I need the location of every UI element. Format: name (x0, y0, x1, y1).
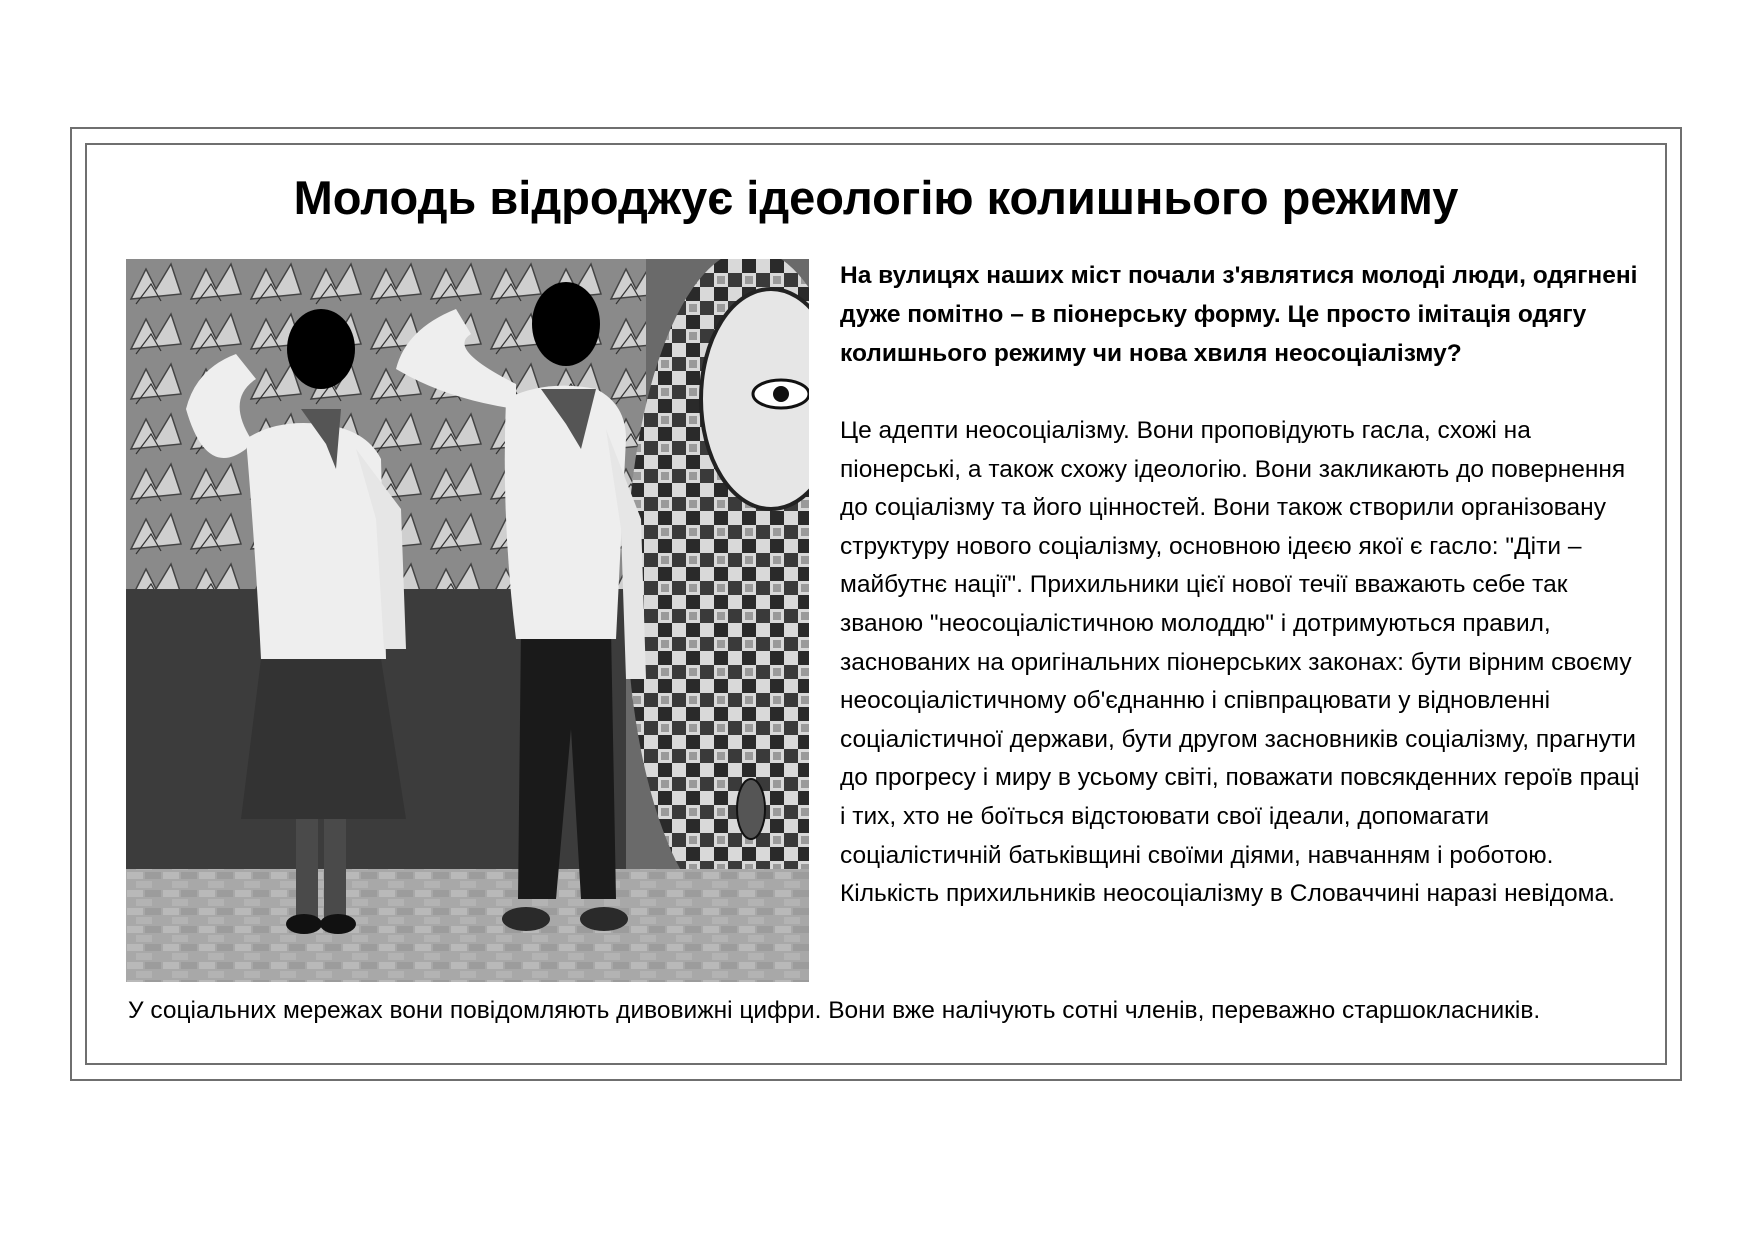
article-footer: У соціальних мережах вони повідомляють дивовижні цифри. Вони вже налічують сотні членів, переважно старшокласників. (128, 997, 1541, 1024)
article-title: Молодь відроджує ідеологію колишнього режиму (293, 171, 1459, 224)
article-photo (126, 259, 809, 982)
article-body: Це адепти неосоціалізму. Вони проповідують гасла, схожі на піонерські, а також схожу ідеологію. Вони закликають до повернення до соціалізму та його цінностей. Вони також створили організовану структуру нового соціалізму, основною ідеєю якої є гасло: "Діти – майбутнє нації". Прихильники цієї нової течії вважають себе так званою "неосоціалістичною молоддю" і дотримуються правил, заснованих на оригінальних піонерських законах: бути вірним своєму неосоціалістичному об'єднанню і співпрацювати у відновленні соціалістичної держави, бути другом засновників соціалізму, прагнути до прогресу і миру в усьому світі, поважати повсякденних героїв праці і тих, хто не боїться відстоювати свої ідеали, допомагати соціалістичній батьківщині своїми діями, навчанням і роботою. Кількість прихильників неосоціалізму в Словаччині наразі невідома. (840, 417, 1640, 908)
article-lead: На вулицях наших міст почали з'являтися молоді люди, одягнені дуже помітно – в піонерську форму. Це просто імітація одягу колишнього режиму чи нова хвиля неосоціалізму? (840, 262, 1638, 367)
